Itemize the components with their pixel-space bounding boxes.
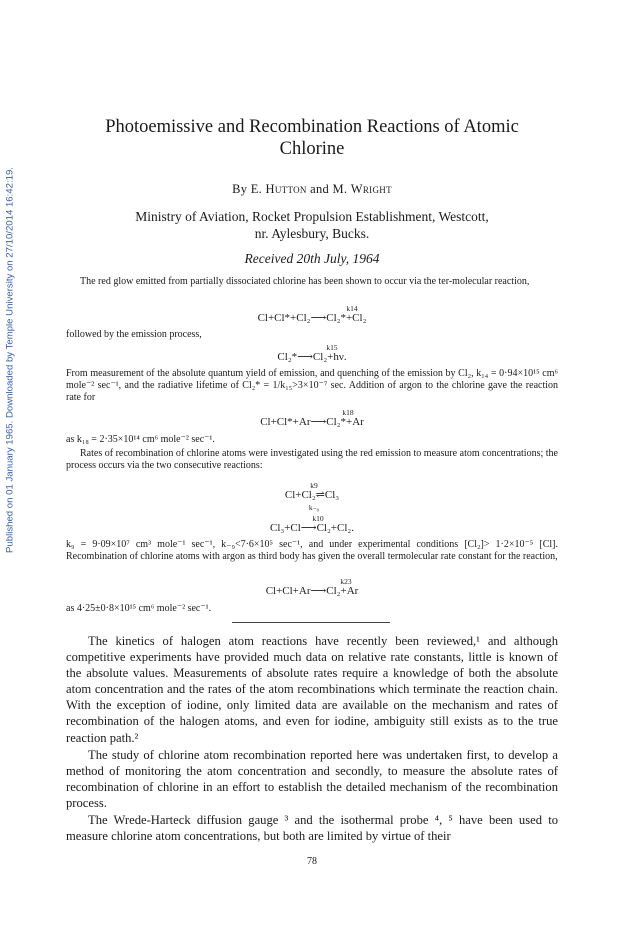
title-line-1: Photoemissive and Recombination Reactions of Atomic bbox=[105, 117, 519, 137]
equation-k14-text: Cl+Cl*+Cl₂⟶Cl₂*+Cl₂ bbox=[257, 312, 367, 324]
equation-k18-text: Cl+Cl*+Ar⟶Cl₂*+Ar bbox=[260, 416, 364, 428]
received-date-value: 20th July, 1964 bbox=[293, 251, 380, 266]
rate-label-k15: k15 bbox=[326, 343, 338, 352]
rate-label-k14: k14 bbox=[346, 304, 358, 313]
abstract-paragraph-6: k₉ = 9·09×10⁷ cm³ mole⁻¹ sec⁻¹, k₋₉<7·6×10⁵ sec⁻¹, and under experimental conditions [Cl₂]> 1·2×10⁻⁵ [Cl]. Recombination of chlorine atoms with argon as third body has given the overall termolecular rate constant for the reaction, bbox=[66, 539, 558, 563]
author-by: By E. bbox=[232, 182, 263, 196]
rate-label-k23: k23 bbox=[340, 577, 352, 586]
abstract-paragraph-1: The red glow emitted from partially dissociated chlorine has been shown to occur via the ter-molecular reaction, bbox=[80, 276, 530, 287]
author-name-1: Hutton bbox=[265, 182, 307, 196]
body-paragraph-3: The Wrede-Harteck diffusion gauge ³ and the isothermal probe ⁴, ⁵ have been used to measure chlorine atom concentrations, but both are limited by virtue of their bbox=[66, 813, 558, 844]
abstract-paragraph-3: From measurement of the absolute quantum yield of emission, and quenching of the emission by Cl₂, k₁₄ = 0·94×10¹⁵ cm⁶ mole⁻² sec⁻¹, and the radiative lifetime of Cl₂* = 1/k₁₅>3×10⁻⁷ sec. Addition of argon to the chlorine gave the reaction rate for bbox=[66, 368, 558, 404]
equation-k23-text: Cl+Cl+Ar⟶Cl₂+Ar bbox=[265, 585, 359, 597]
abstract-paragraph-4: as k₁₈ = 2·35×10¹⁴ cm⁶ mole⁻² sec⁻¹. bbox=[66, 434, 215, 445]
equation-k10-text: Cl₃+Cl⟶Cl₂+Cl₂. bbox=[269, 522, 354, 534]
section-divider bbox=[232, 622, 390, 623]
author-name-2: Wright bbox=[350, 182, 392, 196]
received-date bbox=[0, 251, 624, 267]
abstract-paragraph-7: as 4·25±0·8×10¹⁵ cm⁶ mole⁻² sec⁻¹. bbox=[66, 603, 212, 614]
rate-label-k9: k9 bbox=[310, 481, 318, 490]
body-paragraph-2: The study of chlorine atom recombination reported here was undertaken first, to develop a method of monitoring the atom concentration and secondly, to measure the absolute rates of recombination of chlorine in an effort to establish the detailed mechanism of the recombination process. bbox=[66, 748, 558, 811]
abstract-paragraph-5: Rates of recombination of chlorine atoms were investigated using the red emission to measure atom concentrations; the process occurs via the two consecutive reactions: bbox=[66, 448, 558, 472]
body-paragraph-1: The kinetics of halogen atom reactions have recently been reviewed,¹ and although competitive experiments have provided much data on relative rate constants, little is known of the absolute values. Measurements of absolute rates require a knowledge of both the absolute atom concentration and the rates of the atom recombinations which terminate the reaction chain. With the exception of iodine, only limited data are available on the mechanism and rates of recombination of the halogen atoms, and even for iodine, ambiguity still exists as to the true reaction path.² bbox=[66, 634, 558, 745]
article-title bbox=[80, 116, 544, 160]
abstract-paragraph-2: followed by the emission process, bbox=[66, 329, 202, 340]
rate-label-k-9: k₋₉ bbox=[308, 503, 320, 512]
rate-label-k10: k10 bbox=[312, 514, 324, 523]
title-line-2: Chlorine bbox=[279, 139, 345, 159]
equation-k9-text: Cl+Cl₂⇌Cl₃ bbox=[284, 489, 340, 501]
page-number: 78 bbox=[307, 856, 317, 867]
affiliation-line-1: Ministry of Aviation, Rocket Propulsion Establishment, Westcott, bbox=[135, 209, 489, 224]
download-notice-text: Published on 01 January 1965. Downloaded by Temple University on 27/10/2014 16:42:19. bbox=[4, 167, 16, 553]
rate-label-k18: k18 bbox=[342, 408, 354, 417]
equation-k15-text: Cl₂*⟶Cl₂+hν. bbox=[277, 351, 347, 363]
affiliation bbox=[80, 208, 544, 242]
author-and: and M. bbox=[310, 182, 348, 196]
received-label: Received bbox=[244, 251, 294, 266]
affiliation-line-2: nr. Aylesbury, Bucks. bbox=[254, 226, 370, 241]
author-line bbox=[0, 182, 624, 197]
